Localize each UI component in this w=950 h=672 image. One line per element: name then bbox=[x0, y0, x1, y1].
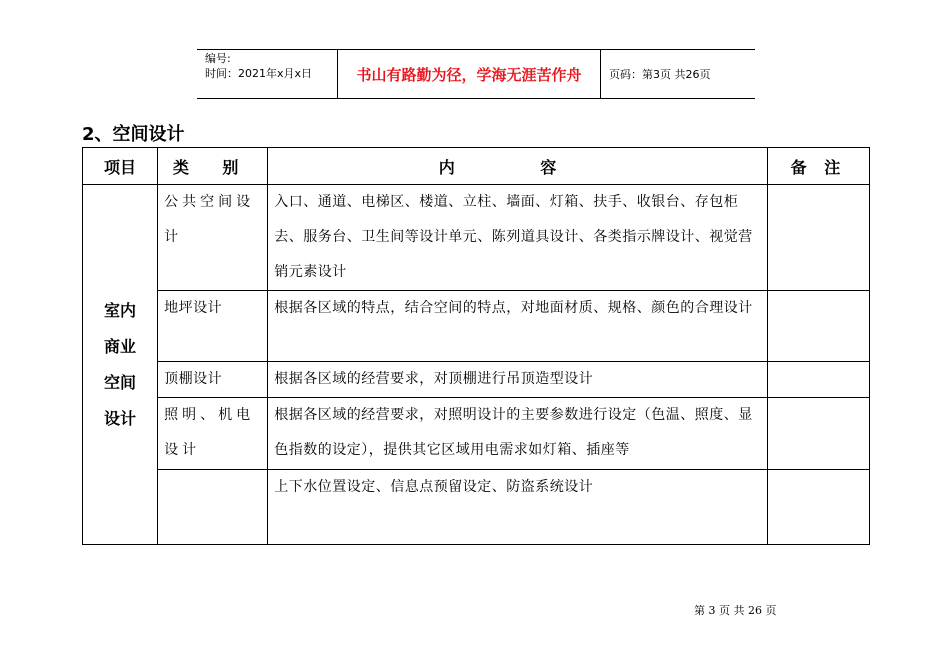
content-cell: 上下水位置设定、信息点预留设定、防盗系统设计 bbox=[268, 470, 768, 545]
category-cell: 顶棚设计 bbox=[158, 362, 268, 398]
category-cell: 照明、机电设计 bbox=[158, 398, 268, 470]
note-cell bbox=[767, 185, 869, 291]
category-cell bbox=[158, 470, 268, 545]
table-row bbox=[83, 362, 870, 398]
header-meta bbox=[197, 50, 338, 98]
category-cell: 公共空间设计 bbox=[158, 185, 268, 291]
item-line: 室内 bbox=[104, 300, 137, 320]
table-row bbox=[83, 398, 870, 470]
header-note: 备 注 bbox=[767, 148, 869, 185]
content-cell: 根据各区域的经营要求，对顶棚进行吊顶造型设计 bbox=[268, 362, 768, 398]
header-motto: 书山有路勤为径，学海无涯苦作舟 bbox=[356, 65, 582, 84]
note-cell bbox=[767, 398, 869, 470]
table-header-row bbox=[83, 148, 870, 185]
design-table bbox=[82, 147, 870, 545]
item-line: 商业 bbox=[104, 336, 137, 356]
table-row bbox=[83, 185, 870, 291]
header-page-cell bbox=[601, 50, 755, 98]
header-item: 项目 bbox=[83, 148, 158, 185]
header-page-number: 页码：第3页 共26页 bbox=[609, 68, 711, 81]
item-line: 空间 bbox=[104, 372, 137, 392]
table-row bbox=[83, 470, 870, 545]
header-motto-cell bbox=[338, 50, 601, 98]
header-category: 类 别 bbox=[158, 148, 268, 185]
note-cell bbox=[767, 470, 869, 545]
note-cell bbox=[767, 362, 869, 398]
item-cell bbox=[83, 185, 158, 545]
content-cell: 根据各区域的特点，结合空间的特点，对地面材质、规格、颜色的合理设计 bbox=[268, 291, 768, 362]
header-number: 编号: bbox=[205, 52, 231, 65]
table-row bbox=[83, 291, 870, 362]
item-line: 设计 bbox=[104, 408, 137, 428]
section-title: 2、空间设计 bbox=[82, 124, 185, 145]
note-cell bbox=[767, 291, 869, 362]
content-cell: 入口、通道、电梯区、楼道、立柱、墙面、灯箱、扶手、收银台、存包柜去、服务台、卫生间等设计单元、陈列道具设计、各类指示牌设计、视觉营销元素设计 bbox=[268, 185, 768, 291]
header-content: 内 容 bbox=[268, 148, 768, 185]
category-cell: 地坪设计 bbox=[158, 291, 268, 362]
content-cell: 根据各区域的经营要求，对照明设计的主要参数进行设定（色温、照度、显色指数的设定），提供其它区域用电需求如灯箱、插座等 bbox=[268, 398, 768, 470]
header-time: 时间：2021年x月x日 bbox=[205, 67, 313, 80]
page-footer: 第 3 页 共 26 页 bbox=[694, 604, 777, 617]
page-header bbox=[197, 49, 755, 99]
